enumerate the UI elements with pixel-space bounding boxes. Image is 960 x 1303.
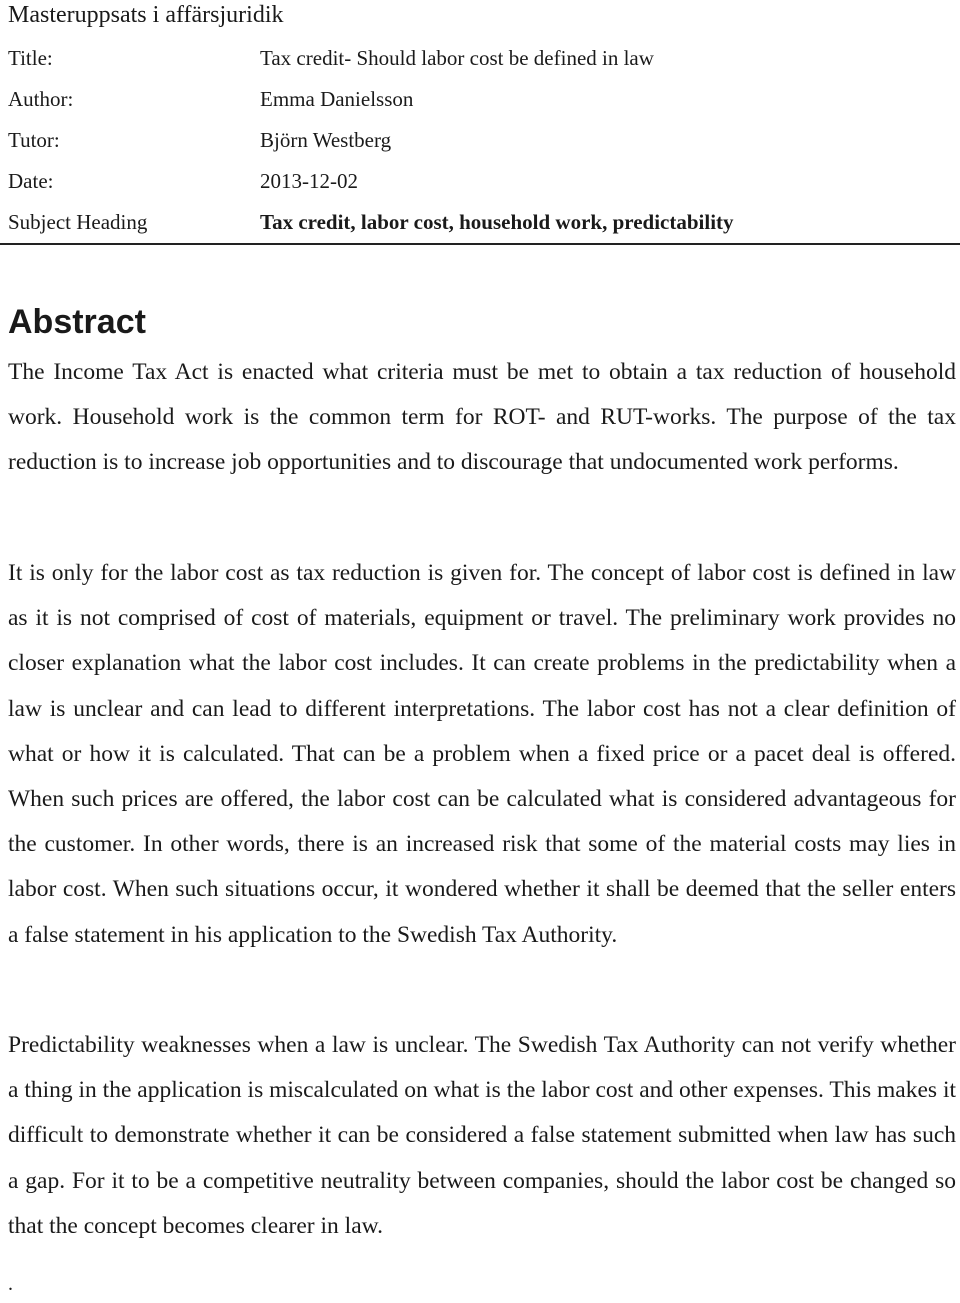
meta-value-author: Emma Danielsson — [260, 87, 414, 111]
meta-row-tutor — [0, 120, 960, 161]
document-header: Masteruppsats i affärsjuridik — [8, 2, 284, 28]
meta-value-tutor: Björn Westberg — [260, 128, 392, 152]
meta-label-author: Author: — [8, 87, 74, 111]
abstract-paragraph-1: The Income Tax Act is enacted what criteria must be met to obtain a tax reduction of household work. Household work is the common term for ROT- and RUT-works. The purpose of the tax reduction is to increase job opportunities and to discourage that undocumented work performs. — [8, 359, 956, 476]
meta-value-title: Tax credit- Should labor cost be defined in law — [260, 46, 654, 70]
meta-value-subject-heading: Tax credit, labor cost, household work, predictability — [252, 202, 960, 244]
abstract-paragraph-2: It is only for the labor cost as tax reduction is given for. The concept of labor cost is defined in law as it is not comprised of cost of materials, equipment or travel. The preliminary work provides no closer explanation what the labor cost includes. It can create problems in the predictability when a law is unclear and can lead to different interpretations. The labor cost has not a clear definition of what or how it is calculated. That can be a problem when a fixed price or a pacet deal is offered. When such prices are offered, the labor cost can be calculated what is considered advantageous for the customer. In other words, there is an increased risk that some of the material costs may lies in labor cost. When such situations occur, it wondered whether it shall be deemed that the seller enters a false statement in his application to the Swedish Tax Authority. — [8, 560, 956, 948]
meta-label-title: Title: — [8, 46, 53, 70]
meta-value-date: 2013-12-02 — [260, 169, 358, 193]
meta-row-author — [0, 79, 960, 120]
abstract-heading: Abstract — [8, 303, 146, 341]
thesis-metadata-table — [0, 38, 960, 245]
meta-row-title — [0, 38, 960, 79]
abstract-paragraph-3: Predictability weaknesses when a law is unclear. The Swedish Tax Authority can not verify whether a thing in the application is miscalculated on what is the labor cost and other expenses. This makes it difficult to demonstrate whether it can be considered a false statement submitted when law has such a gap. For it to be a competitive neutrality between companies, should the labor cost be changed so that the concept becomes clearer in law. — [8, 1032, 956, 1239]
meta-row-date — [0, 161, 960, 202]
meta-label-subject-heading: Subject Heading — [0, 202, 252, 244]
meta-label-tutor: Tutor: — [8, 128, 60, 152]
meta-row-subject-heading — [0, 202, 960, 244]
meta-label-date: Date: — [8, 169, 54, 193]
footer-dot: . — [8, 1273, 13, 1295]
